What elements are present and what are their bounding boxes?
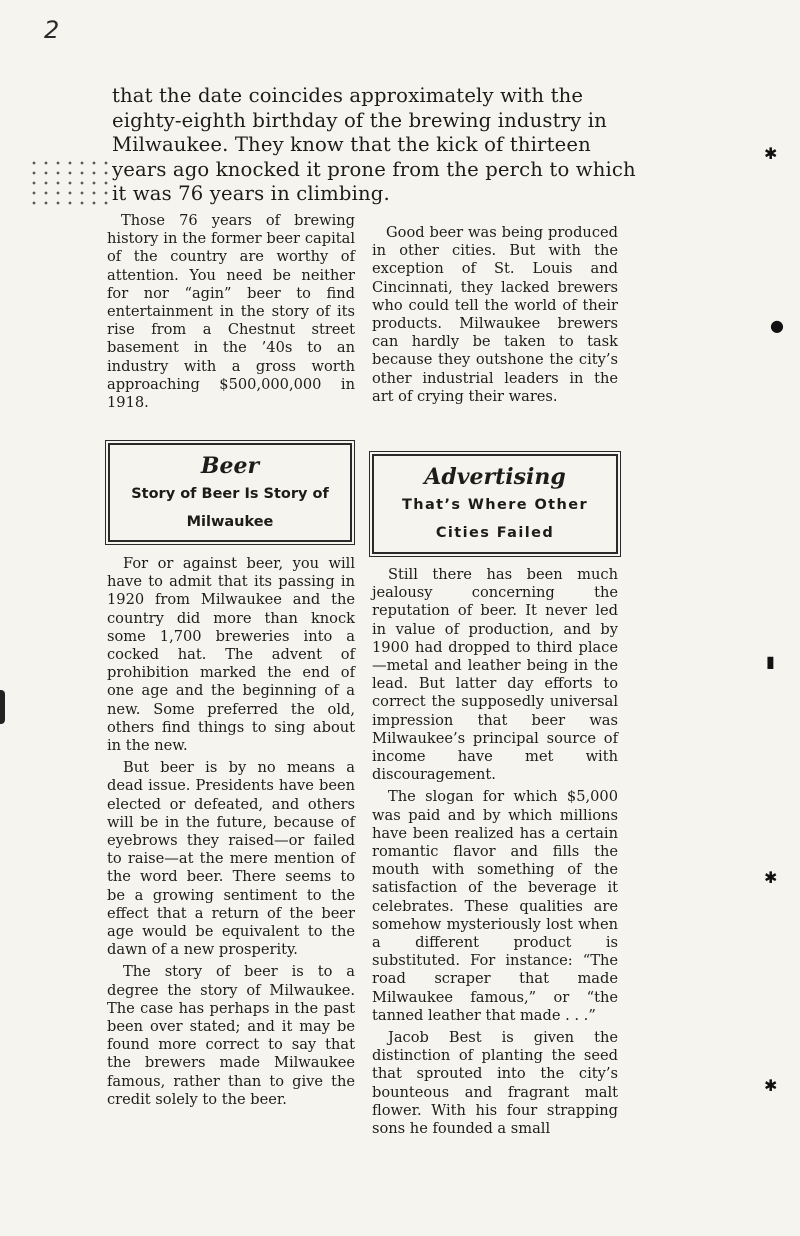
margin-mark: ✱ bbox=[764, 144, 778, 163]
box-heading: Beer bbox=[200, 453, 260, 479]
box-heading: Advertising bbox=[424, 464, 566, 490]
paragraph: The story of beer is to a degree the story of Milwaukee. The case has perhaps in the past been over stated; and it may be found more correct to say that the brewers made Milwaukee famous, rather than to give the credit solely to the beer. bbox=[107, 963, 355, 1108]
margin-mark: ✱ bbox=[764, 868, 778, 887]
lead-line: that the date coincides approximately with the bbox=[112, 84, 584, 107]
paragraph: Still there has been much jealousy concerning the reputation of beer. It never led in value of production, and by 1900 had dropped to third place—metal and leather being in the lead. But latter day efforts to correct the supposedly universal impression that beer was Milwaukee’s principal source of income have met with discouragement. bbox=[372, 566, 618, 784]
lead-line: Milwaukee. They know that the kick of thirteen bbox=[112, 133, 591, 156]
margin-mark: ● bbox=[770, 316, 784, 335]
right-column-intro bbox=[372, 224, 618, 410]
left-edge-mark bbox=[0, 690, 5, 724]
paragraph: But beer is by no means a dead issue. Presidents have been elected or defeated, and others will be in the future, because of eyebrows they raised—or failed to raise—at the mere mention of the word beer. There seems to be a growing sentiment to the effect that a return of the beer age would be equivalent to the dawn of a new prosperity. bbox=[107, 759, 355, 959]
lead-line: it was 76 years in climbing. bbox=[112, 182, 390, 205]
margin-dot-marks bbox=[28, 158, 108, 206]
paragraph: The slogan for which $5,000 was paid and by which millions have been realized has a certain romantic flavor and fills the mouth with something of the satisfaction of the beverage it celebrates. These qualities are somehow mysteriously lost when a different product is substituted. For instance: “The road scraper that made Milwaukee famous,” or “the tanned leather that made . . .” bbox=[372, 788, 618, 1024]
beer-subhead-box bbox=[108, 443, 352, 542]
left-column-intro bbox=[107, 212, 355, 416]
lead-line: years ago knocked it prone from the perch to which bbox=[112, 157, 636, 181]
paragraph: Those 76 years of brewing history in the former beer capital of the country are worthy of attention. You need be neither for nor “agin” beer to find entertainment in the story of its rise from a Chestnut street basement in the ’40s to an industry with a gross worth approaching $500,000,000 in 1918. bbox=[107, 212, 355, 412]
paragraph: Jacob Best is given the distinction of planting the seed that sprouted into the city’s bounteous and fragrant malt flower. With his four strapping sons he founded a small bbox=[372, 1029, 618, 1138]
box-subheading: Milwaukee bbox=[186, 514, 274, 530]
paragraph: Good beer was being produced in other cities. But with the exception of St. Louis and Cincinnati, they lacked brewers who could tell the world of their products. Milwaukee brewers can hardly be taken to task because they outshone the city’s other industrial leaders in the art of crying their wares. bbox=[372, 224, 618, 405]
advertising-subhead-box bbox=[372, 454, 618, 554]
paragraph: For or against beer, you will have to admit that its passing in 1920 from Milwaukee and the country did more than knock some 1,700 breweries into a cocked hat. The advent of prohibition marked the end of one age and the beginning of a new. Some preferred the old, others find things to sing about in the new. bbox=[107, 555, 355, 755]
margin-mark: ✱ bbox=[764, 1076, 778, 1095]
box-subheading: Cities Failed bbox=[435, 525, 555, 541]
page-number: 2 bbox=[44, 16, 60, 44]
right-column-body bbox=[372, 566, 618, 1142]
left-column-body bbox=[107, 555, 355, 1113]
lead-line: eighty-eighth birthday of the brewing industry in bbox=[112, 108, 607, 132]
margin-mark: ▮ bbox=[766, 652, 775, 671]
box-subheading: Story of Beer Is Story of bbox=[131, 486, 329, 502]
lead-paragraph bbox=[112, 84, 636, 207]
box-subheading: That’s Where Other bbox=[401, 497, 589, 513]
